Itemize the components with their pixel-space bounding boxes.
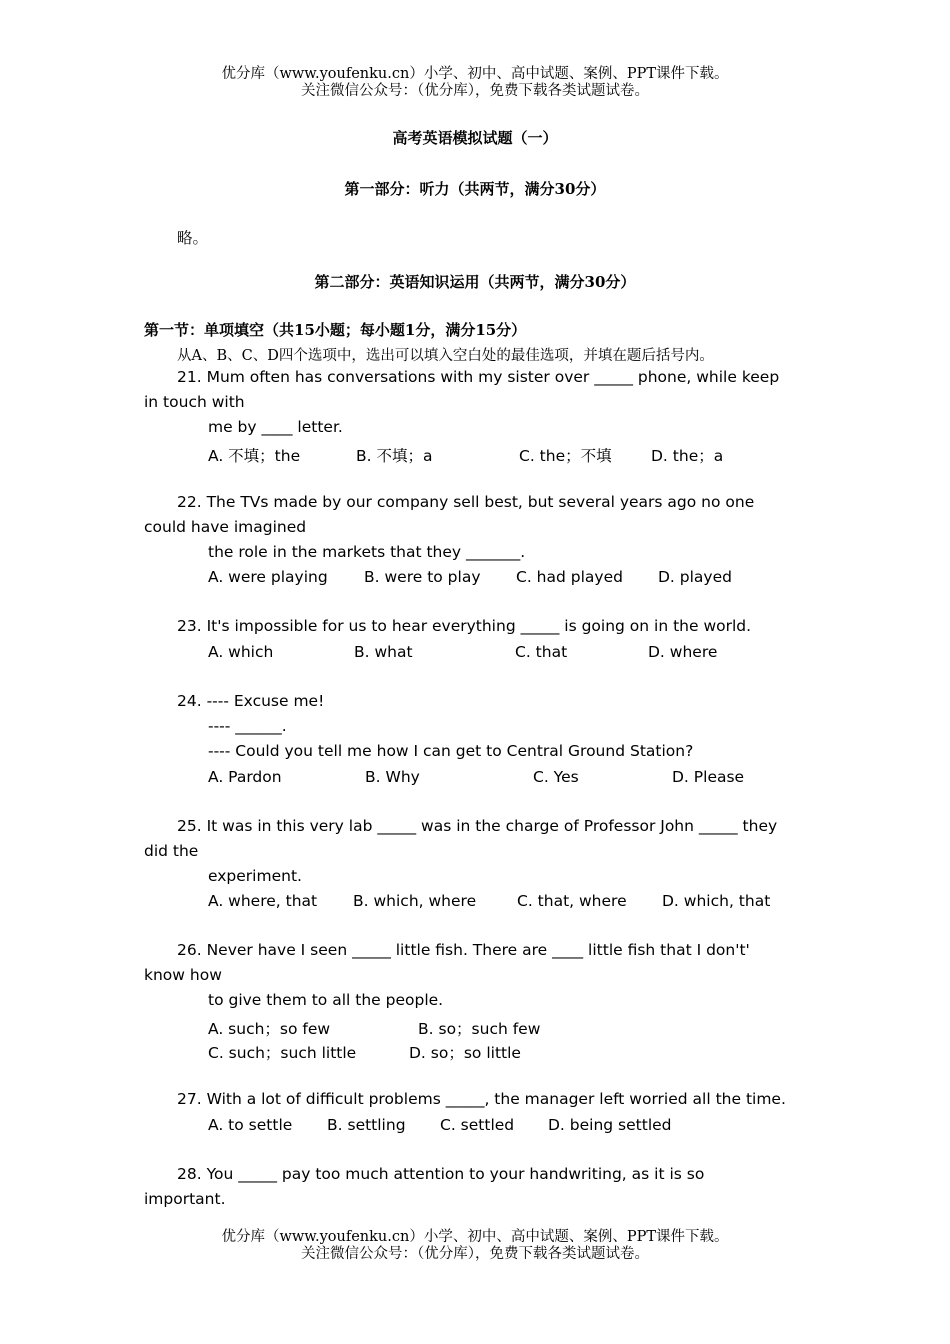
page-footer	[0, 1229, 950, 1263]
option-a: A. which	[208, 643, 274, 661]
question-text-cont: did the	[144, 842, 199, 860]
option-d: D. where	[648, 643, 718, 661]
option-c: C. settled	[440, 1116, 515, 1134]
header-line-1: 优分库（www.youfenku.cn）小学、初中、高中试题、案例、PPT课件下载。	[221, 66, 729, 82]
option-c: C. had played	[516, 568, 623, 586]
page-header	[0, 66, 950, 100]
option-b: B. which, where	[353, 892, 477, 910]
page-title: 高考英语模拟试题（一）	[392, 129, 558, 147]
question-text-cont: experiment.	[208, 867, 302, 885]
question-text-cont: me by ____ letter.	[208, 418, 343, 436]
option-a: A. where, that	[208, 892, 318, 910]
footer-line-1: 优分库（www.youfenku.cn）小学、初中、高中试题、案例、PPT课件下载。	[221, 1229, 729, 1245]
option-a: A. 不填；the	[208, 447, 301, 465]
question-text-cont: important.	[144, 1190, 226, 1208]
option-b: B. 不填；a	[356, 447, 433, 465]
part1-note: 略。	[177, 229, 209, 247]
header-line-2: 关注微信公众号：（优分库），免费下载各类试题试卷。	[301, 83, 649, 99]
section1-instruction: 从A、B、C、D四个选项中，选出可以填入空白处的最佳选项，并填在题后括号内。	[177, 348, 714, 364]
option-b: B. were to play	[364, 568, 481, 586]
option-d: D. Please	[672, 768, 745, 786]
question-text: 21. Mum often has conversations with my sister over _____ phone, while keep	[177, 368, 780, 386]
option-b: B. what	[354, 643, 413, 661]
option-a: A. such；so few	[208, 1020, 331, 1038]
option-b: B. Why	[365, 768, 420, 786]
option-c: C. Yes	[533, 768, 579, 786]
question-text-cont: know how	[144, 966, 222, 984]
part2-heading: 第二部分：英语知识运用（共两节，满分30分）	[314, 273, 636, 291]
question-text-cont: the role in the markets that they _______.	[208, 543, 526, 561]
question-text: 28. You _____ pay too much attention to your handwriting, as it is so	[177, 1165, 705, 1183]
question-text: 22. The TVs made by our company sell best, but several years ago no one	[177, 493, 755, 511]
question-text: 24. ---- Excuse me!	[177, 692, 325, 710]
option-a: A. were playing	[208, 568, 328, 586]
question-text: 23. It's impossible for us to hear everything _____ is going on in the world.	[177, 617, 752, 635]
option-a: A. Pardon	[208, 768, 282, 786]
question-text: 27. With a lot of difficult problems _____, the manager left worried all the time.	[177, 1090, 786, 1108]
section1-heading: 第一节：单项填空（共15小题；每小题1分，满分15分）	[144, 321, 527, 339]
option-c: C. such；such little	[208, 1044, 357, 1062]
option-c: C. that	[515, 643, 568, 661]
option-a: A. to settle	[208, 1116, 293, 1134]
part1-heading: 第一部分：听力（共两节，满分30分）	[344, 180, 606, 198]
option-d: D. played	[658, 568, 732, 586]
question-text: 26. Never have I seen _____ little fish. There are ____ little fish that I don't'	[177, 941, 750, 959]
option-c: C. that, where	[517, 892, 627, 910]
question-text-cont: to give them to all the people.	[208, 991, 444, 1009]
question-text: 25. It was in this very lab _____ was in the charge of Professor John _____ they	[177, 817, 778, 835]
question-text-cont: in touch with	[144, 393, 245, 411]
option-d: D. being settled	[548, 1116, 672, 1134]
option-d: D. which, that	[662, 892, 771, 910]
question-text-cont: could have imagined	[144, 518, 307, 536]
option-d: D. the；a	[651, 447, 724, 465]
question-text-cont: ---- Could you tell me how I can get to Central Ground Station?	[208, 742, 694, 760]
option-b: B. settling	[327, 1116, 406, 1134]
footer-line-2: 关注微信公众号：（优分库），免费下载各类试题试卷。	[301, 1246, 649, 1262]
option-b: B. so；such few	[418, 1020, 541, 1038]
option-c: C. the；不填	[519, 447, 612, 465]
question-text-cont: ---- ______.	[208, 717, 287, 735]
option-d: D. so；so little	[409, 1044, 521, 1062]
